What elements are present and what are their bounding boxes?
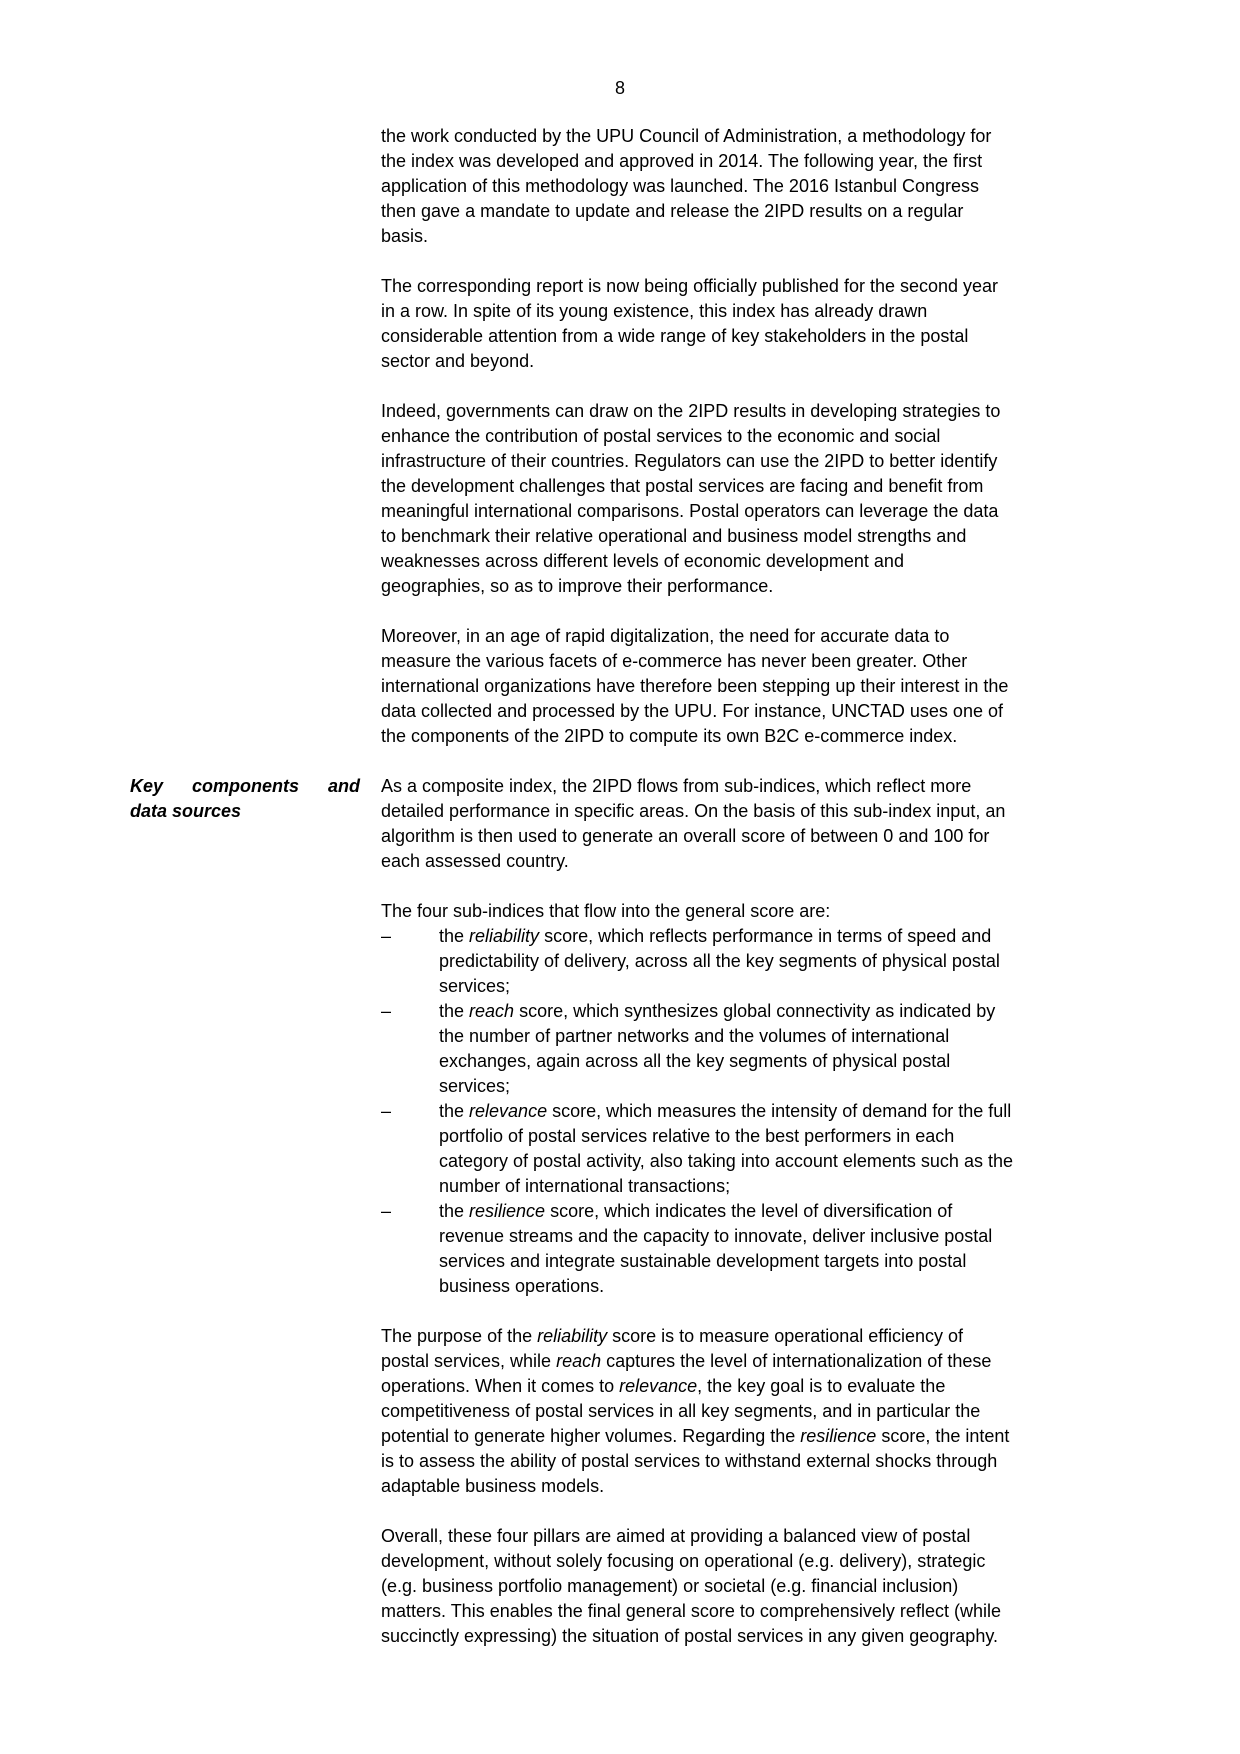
text-line: the index was developed and approved in 2014. The following year, the first	[381, 151, 983, 171]
text-line: sector and beyond.	[381, 351, 535, 371]
text-line: each assessed country.	[381, 851, 569, 871]
text-line: infrastructure of their countries. Regulators can use the 2IPD to better identify	[381, 451, 998, 471]
text-run: score, which synthesizes global connectivity as indicated by	[514, 1001, 996, 1021]
text-line: number of international transactions;	[439, 1176, 731, 1196]
text-line: meaningful international comparisons. Postal operators can leverage the data	[381, 501, 999, 521]
text-line: international organizations have therefore been stepping up their interest in the	[381, 676, 1009, 696]
text-line: As a composite index, the 2IPD flows from sub-indices, which reflect more	[381, 776, 972, 796]
intro-paragraph-1	[381, 124, 1121, 249]
text-line: application of this methodology was launched. The 2016 Istanbul Congress	[381, 176, 980, 196]
text-line: services and integrate sustainable development targets into postal	[439, 1251, 967, 1271]
text-line: the number of partner networks and the volumes of international	[439, 1026, 950, 1046]
text-run: potential to generate higher volumes. Regarding the	[381, 1426, 801, 1446]
text-line: services;	[439, 976, 511, 996]
text-line: business operations.	[439, 1276, 605, 1296]
dash-bullet: –	[381, 926, 392, 946]
text-run: score is to measure operational efficiency of	[607, 1326, 963, 1346]
text-run: score, which indicates the level of diversification of	[545, 1201, 953, 1221]
list-item-reliability	[381, 924, 1121, 999]
text-run: the	[439, 1201, 470, 1221]
text-run: The purpose of the	[381, 1326, 538, 1346]
text-line: services;	[439, 1076, 511, 1096]
text-run: the	[439, 1001, 470, 1021]
dash-bullet: –	[381, 1101, 392, 1121]
text-run: , the key goal is to evaluate the	[697, 1376, 946, 1396]
intro-paragraph-4	[381, 624, 1121, 749]
components-paragraph-1	[381, 774, 1121, 874]
dash-bullet: –	[381, 1001, 392, 1021]
term-reach: reach	[556, 1351, 602, 1371]
page-number: 8	[614, 78, 625, 98]
term-relevance: relevance	[619, 1376, 698, 1396]
text-line: (e.g. business portfolio management) or societal (e.g. financial inclusion)	[381, 1576, 959, 1596]
sub-indices-list	[381, 924, 1121, 1299]
text-line: The corresponding report is now being officially published for the second year	[381, 276, 999, 296]
text-line: Indeed, governments can draw on the 2IPD results in developing strategies to	[381, 401, 1001, 421]
text-line: exchanges, again across all the key segments of physical postal	[439, 1051, 951, 1071]
text-line: portfolio of postal services relative to the best performers in each	[439, 1126, 955, 1146]
text-run: score, which measures the intensity of demand for the full	[547, 1101, 1012, 1121]
text-run: the	[439, 926, 470, 946]
text-line: is to assess the ability of postal services to withstand external shocks through	[381, 1451, 998, 1471]
text-line: data collected and processed by the UPU. For instance, UNCTAD uses one of	[381, 701, 1003, 721]
overall-paragraph	[381, 1524, 1121, 1649]
term-relevance: relevance	[469, 1101, 548, 1121]
text-run: captures the level of internationalization of these	[601, 1351, 992, 1371]
text-run: score, which reflects performance in terms of speed and	[539, 926, 992, 946]
side-heading-line-1: Key components and	[130, 776, 360, 796]
text-line: detailed performance in specific areas. On the basis of this sub-index input, an	[381, 801, 1006, 821]
text-run: operations. When it comes to	[381, 1376, 620, 1396]
text-line: the development challenges that postal services are facing and benefit from	[381, 476, 984, 496]
text-line: revenue streams and the capacity to innovate, deliver inclusive postal	[439, 1226, 993, 1246]
text-line: succinctly expressing) the situation of postal services in any given geography.	[381, 1626, 998, 1646]
main-text	[381, 124, 1121, 1649]
text-line: adaptable business models.	[381, 1476, 605, 1496]
term-reliability: reliability	[469, 926, 540, 946]
text-line: basis.	[381, 226, 429, 246]
text-line: Moreover, in an age of rapid digitalization, the need for accurate data to	[381, 626, 950, 646]
text-line: competitiveness of postal services in all key segments, and in particular the	[381, 1401, 981, 1421]
side-heading-line-2: data sources	[130, 801, 242, 821]
sub-indices-intro: The four sub-indices that flow into the general score are:	[381, 901, 831, 921]
text-line: development, without solely focusing on operational (e.g. delivery), strategic	[381, 1551, 986, 1571]
text-line: category of postal activity, also taking into account elements such as the	[439, 1151, 1013, 1171]
text-line: Overall, these four pillars are aimed at providing a balanced view of postal	[381, 1526, 971, 1546]
text-line: geographies, so as to improve their performance.	[381, 576, 774, 596]
intro-paragraph-3	[381, 399, 1121, 599]
term-reliability: reliability	[537, 1326, 608, 1346]
intro-paragraph-2	[381, 274, 1121, 374]
text-run: postal services, while	[381, 1351, 557, 1371]
list-item-resilience	[381, 1199, 1121, 1299]
text-run: the	[439, 1101, 470, 1121]
text-line: then gave a mandate to update and release the 2IPD results on a regular	[381, 201, 964, 221]
text-line: measure the various facets of e-commerce has never been greater. Other	[381, 651, 968, 671]
list-item-reach	[381, 999, 1121, 1099]
text-line: considerable attention from a wide range of key stakeholders in the postal	[381, 326, 969, 346]
side-heading	[130, 774, 360, 824]
term-resilience: resilience	[469, 1201, 546, 1221]
text-line: in a row. In spite of its young existence, this index has already drawn	[381, 301, 928, 321]
list-item-relevance	[381, 1099, 1121, 1199]
text-line: algorithm is then used to generate an overall score of between 0 and 100 for	[381, 826, 990, 846]
text-run: score, the intent	[876, 1426, 1010, 1446]
term-reach: reach	[469, 1001, 515, 1021]
purpose-paragraph	[381, 1324, 1121, 1499]
text-line: predictability of delivery, across all the key segments of physical postal	[439, 951, 1000, 971]
text-line: weaknesses across different levels of economic development and	[381, 551, 904, 571]
text-line: matters. This enables the final general score to comprehensively reflect (while	[381, 1601, 1001, 1621]
term-resilience: resilience	[800, 1426, 877, 1446]
text-line: enhance the contribution of postal services to the economic and social	[381, 426, 941, 446]
text-line: the work conducted by the UPU Council of Administration, a methodology for	[381, 126, 992, 146]
dash-bullet: –	[381, 1201, 392, 1221]
text-line: to benchmark their relative operational and business model strengths and	[381, 526, 967, 546]
text-line: the components of the 2IPD to compute its own B2C e-commerce index.	[381, 726, 958, 746]
